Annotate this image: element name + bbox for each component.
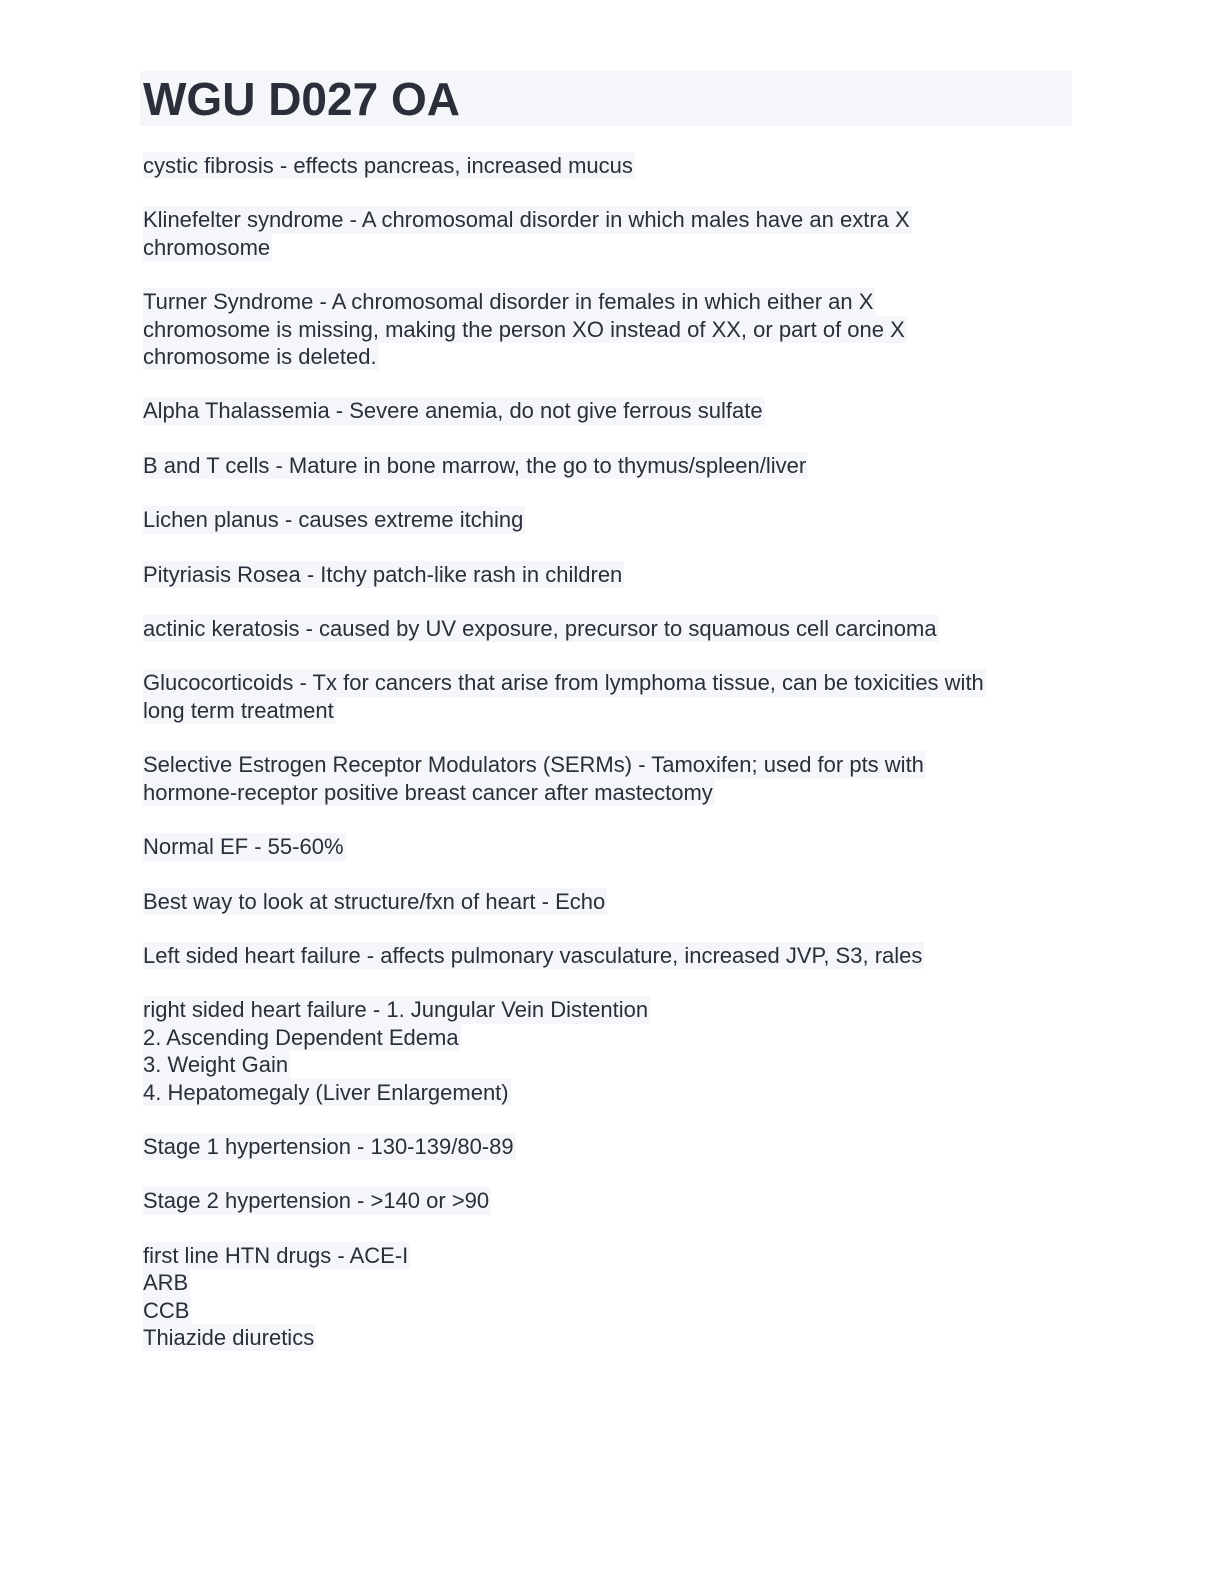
entry-line: long term treatment: [143, 697, 334, 723]
flashcard-entry: [143, 206, 1073, 261]
entry-line: Normal EF - 55-60%: [143, 834, 344, 860]
flashcard-entry: [143, 615, 1073, 642]
flashcard-entry: [143, 1133, 1073, 1160]
flashcard-entry: [143, 561, 1073, 588]
entry-line: chromosome: [143, 234, 271, 260]
flashcard-entry: [143, 942, 1073, 969]
entry-line: CCB: [143, 1297, 190, 1323]
flashcard-entry: [143, 397, 1073, 424]
flashcard-entry: [143, 506, 1073, 533]
entry-line: hormone-receptor positive breast cancer after mastectomy: [143, 779, 713, 805]
entry-line: actinic keratosis - caused by UV exposure, precursor to squamous cell carcinoma: [143, 616, 937, 642]
entry-line: ARB: [143, 1270, 189, 1296]
entry-line: Left sided heart failure - affects pulmonary vasculature, increased JVP, S3, rales: [143, 942, 923, 968]
flashcard-entry: [143, 669, 1073, 724]
entry-line: Stage 1 hypertension - 130-139/80-89: [143, 1133, 514, 1159]
flashcard-entry: [143, 996, 1073, 1106]
entry-line: Pityriasis Rosea - Itchy patch-like rash in children: [143, 561, 623, 587]
flashcard-entry: [143, 288, 1073, 370]
flashcard-entry: [143, 1242, 1073, 1352]
entry-line: Glucocorticoids - Tx for cancers that arise from lymphoma tissue, can be toxicities with: [143, 670, 984, 696]
entry-line: 4. Hepatomegaly (Liver Enlargement): [143, 1079, 509, 1105]
entry-line: B and T cells - Mature in bone marrow, the go to thymus/spleen/liver: [143, 452, 807, 478]
flashcard-entry: [143, 888, 1073, 915]
flashcard-entry: [143, 833, 1073, 860]
entry-line: 2. Ascending Dependent Edema: [143, 1024, 459, 1050]
entry-line: first line HTN drugs - ACE-I: [143, 1242, 409, 1268]
entry-line: Stage 2 hypertension - >140 or >90: [143, 1188, 490, 1214]
flashcard-list: [143, 152, 1073, 1378]
flashcard-entry: [143, 751, 1073, 806]
entry-line: Klinefelter syndrome - A chromosomal disorder in which males have an extra X: [143, 207, 910, 233]
flashcard-entry: [143, 452, 1073, 479]
entry-line: Thiazide diuretics: [143, 1324, 315, 1350]
entry-line: 3. Weight Gain: [143, 1052, 289, 1078]
entry-line: chromosome is deleted.: [143, 344, 377, 370]
entry-line: Selective Estrogen Receptor Modulators (SERMs) - Tamoxifen; used for pts with: [143, 752, 924, 778]
entry-line: Best way to look at structure/fxn of heart - Echo: [143, 888, 606, 914]
entry-line: right sided heart failure - 1. Jungular Vein Distention: [143, 997, 649, 1023]
entry-line: cystic fibrosis - effects pancreas, increased mucus: [143, 153, 633, 178]
flashcard-entry: [143, 1187, 1073, 1214]
entry-line: chromosome is missing, making the person XO instead of XX, or part of one X: [143, 316, 905, 342]
entry-line: Turner Syndrome - A chromosomal disorder in females in which either an X: [143, 289, 874, 315]
entry-line: Lichen planus - causes extreme itching: [143, 507, 524, 533]
flashcard-entry: [143, 152, 1073, 179]
entry-line: Alpha Thalassemia - Severe anemia, do not give ferrous sulfate: [143, 398, 763, 424]
document-title: WGU D027 OA: [143, 73, 460, 125]
